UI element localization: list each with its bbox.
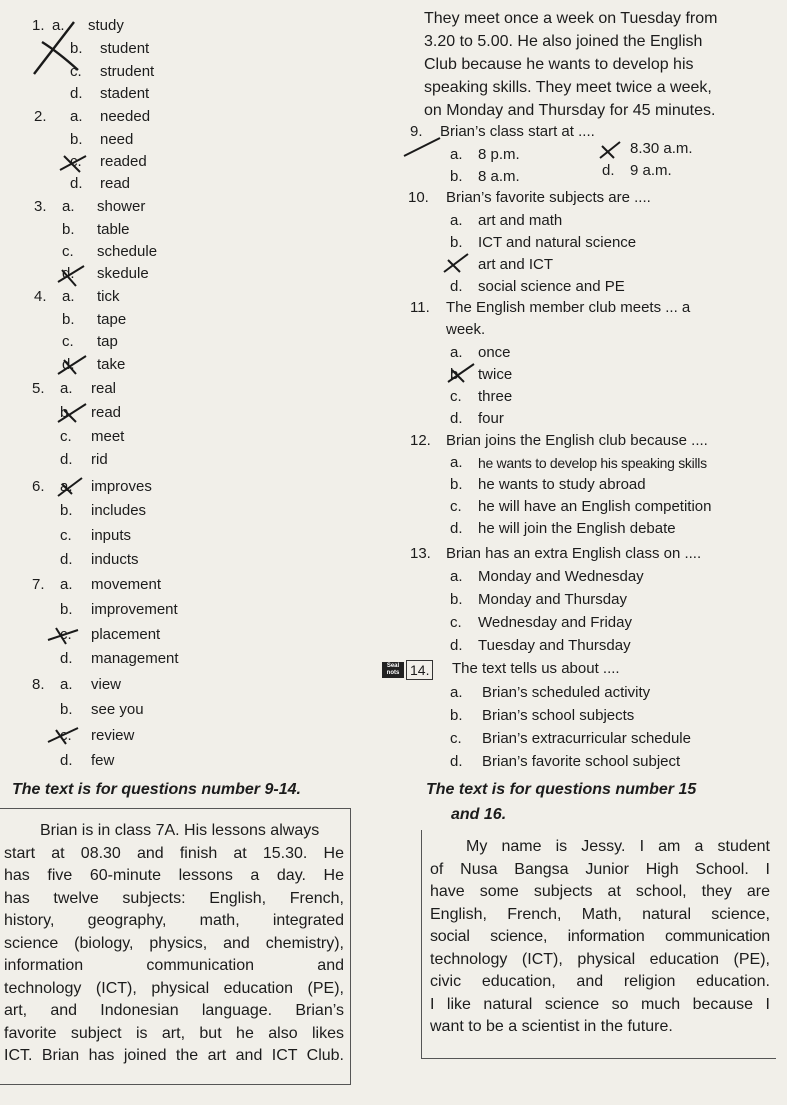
passage-line: has twelve subjects: English, French,	[4, 889, 344, 907]
option-text[interactable]: Wednesday and Friday	[478, 614, 632, 631]
option-letter: c.	[62, 333, 74, 350]
option-letter: d.	[60, 650, 73, 667]
option-letter: b.	[450, 168, 463, 185]
option-text[interactable]: inducts	[91, 551, 139, 568]
underline-stroke	[400, 134, 446, 160]
passage-line: science (biology, physics, and chemistry),	[4, 934, 344, 952]
paragraph-line: on Monday and Thursday for 45 minutes.	[424, 102, 716, 119]
question-text: Brian joins the English club because ....	[446, 432, 708, 449]
option-letter: c.	[450, 730, 462, 747]
option-letter: c.	[62, 243, 74, 260]
option-text[interactable]: he wants to develop his speaking skills	[478, 455, 707, 471]
passage-line: art, and Indonesian language. Brian’s	[4, 1002, 344, 1019]
option-text[interactable]: few	[91, 752, 115, 769]
option-letter: d.	[450, 753, 463, 770]
answer-cross-mark-7	[44, 622, 84, 648]
option-letter: a.	[60, 478, 73, 495]
option-text[interactable]: student	[100, 40, 150, 57]
option-letter: a.	[450, 212, 463, 229]
option-letter: a.	[450, 344, 463, 361]
option-letter: b.	[62, 221, 75, 238]
option-letter: a.	[450, 146, 463, 163]
section-heading-left: The text is for questions number 9-14.	[12, 781, 301, 798]
option-letter: d.	[60, 451, 73, 468]
option-letter: d.	[602, 162, 615, 179]
option-text[interactable]: Monday and Wednesday	[478, 568, 644, 585]
option-text[interactable]: read	[91, 404, 122, 421]
passage-line: have some subjects at school, they are	[430, 883, 770, 900]
option-text[interactable]: 8.30 a.m.	[630, 140, 693, 157]
question-number: 8.	[32, 676, 45, 693]
answer-cross-mark-5	[54, 400, 94, 426]
option-letter: c.	[450, 498, 462, 515]
question-number: 2.	[34, 108, 47, 125]
option-text[interactable]: he will join the English debate	[478, 520, 676, 537]
question-text: Brian has an extra English class on ....	[446, 545, 702, 562]
option-letter: b.	[60, 502, 73, 519]
question-number: 5.	[32, 380, 45, 397]
option-letter: a.	[62, 198, 75, 215]
option-text[interactable]: table	[97, 221, 130, 238]
option-letter: d.	[450, 278, 463, 295]
question-number: 13.	[410, 545, 431, 562]
passage-line: English, French, Math, natural science,	[430, 905, 770, 923]
option-letter: d.	[62, 356, 75, 373]
option-text[interactable]: view	[91, 676, 122, 693]
option-letter: d.	[70, 175, 83, 192]
option-text[interactable]: read	[100, 175, 131, 192]
section-heading-right-2: and 16.	[451, 806, 507, 823]
option-text[interactable]: management	[91, 650, 179, 667]
option-letter: d.	[62, 265, 75, 282]
section-heading-right: The text is for questions number 15	[426, 781, 697, 798]
answer-cross-mark-3	[54, 262, 94, 288]
option-letter: d.	[60, 752, 73, 769]
question-number: 6.	[32, 478, 45, 495]
option-text[interactable]: Brian’s scheduled activity	[482, 684, 651, 701]
option-text[interactable]: includes	[91, 502, 147, 519]
option-text[interactable]: four	[478, 410, 504, 427]
option-text[interactable]: rid	[91, 451, 108, 468]
option-text[interactable]: Brian’s school subjects	[482, 707, 635, 724]
reading-passage-right	[430, 836, 770, 1039]
option-letter: a.	[450, 684, 463, 701]
question-number: 11.	[410, 299, 430, 316]
option-text[interactable]: 8 a.m.	[478, 168, 520, 185]
box-border-bottom	[0, 1084, 351, 1085]
option-text[interactable]: schedule	[97, 243, 158, 260]
option-letter: c.	[450, 388, 462, 405]
question-number: 12.	[410, 432, 431, 449]
option-text[interactable]: ICT and natural science	[478, 234, 637, 251]
option-text[interactable]: he will have an English competition	[478, 498, 712, 515]
passage-line: social science, information communication	[430, 928, 770, 945]
option-text[interactable]: Brian’s favorite school subject	[482, 753, 681, 770]
passage-line: Brian is in class 7A. His lessons always	[40, 822, 320, 839]
passage-line: has five 60-minute lessons a day. He	[4, 867, 344, 884]
box-border-left	[421, 830, 422, 1058]
option-text[interactable]: placement	[91, 626, 161, 643]
passage-line: want to be a scientist in the future.	[430, 1018, 673, 1035]
box-border-top	[0, 808, 350, 809]
question-text: The text tells us about ....	[452, 660, 620, 677]
option-letter: a.	[60, 380, 73, 397]
option-text[interactable]: Brian’s extracurricular schedule	[482, 730, 691, 747]
option-letter: b.	[450, 591, 463, 608]
option-letter: b.	[60, 601, 73, 618]
option-text[interactable]: twice	[478, 366, 513, 383]
option-text[interactable]: improves	[91, 478, 152, 495]
option-text[interactable]: he wants to study abroad	[478, 476, 646, 493]
option-text[interactable]: strudent	[100, 63, 155, 80]
option-text[interactable]: social science and PE	[478, 278, 625, 295]
passage-line: start at 08.30 and finish at 15.30. He	[4, 844, 344, 862]
answer-cross-mark-11	[444, 362, 478, 386]
option-letter: b.	[60, 404, 73, 421]
option-text[interactable]: stadent	[100, 85, 150, 102]
option-letter: a.	[450, 568, 463, 585]
passage-line: favorite subject is art, but he also likes	[4, 1024, 344, 1042]
reading-passage-left	[4, 820, 344, 1068]
answer-cross-mark-8	[44, 722, 84, 748]
option-letter: a.	[52, 17, 65, 34]
option-text[interactable]: see you	[91, 701, 144, 718]
option-text[interactable]: tape	[97, 311, 127, 328]
answer-cross-mark-9	[596, 140, 628, 162]
option-text[interactable]: tick	[97, 288, 120, 305]
passage-line: civic education, and religion education.	[430, 973, 770, 990]
option-text[interactable]: Monday and Thursday	[478, 591, 627, 608]
option-letter: c.	[450, 614, 462, 631]
passage-line: technology (ICT), physical education (PE),	[430, 950, 770, 968]
option-letter: b.	[70, 40, 83, 57]
box-border-bottom-right	[421, 1058, 776, 1059]
option-text[interactable]: three	[478, 388, 513, 405]
passage-line: ICT. Brian has joined the art and ICT Club.	[4, 1047, 344, 1064]
option-text[interactable]: review	[91, 727, 135, 744]
question-text: Brian’s class start at ....	[440, 123, 595, 140]
option-text[interactable]: improvement	[91, 601, 178, 618]
option-letter: b.	[450, 476, 463, 493]
option-text[interactable]: shower	[97, 198, 146, 215]
answer-cross-mark-1	[28, 18, 88, 78]
option-letter: a.	[60, 576, 73, 593]
box-border-right	[350, 808, 351, 1084]
option-text[interactable]: tap	[97, 333, 118, 350]
option-text[interactable]: movement	[91, 576, 162, 593]
option-letter: a.	[450, 454, 463, 471]
passage-line: I like natural science so much because I	[430, 995, 770, 1013]
option-letter: c.	[60, 428, 72, 445]
answer-cross-mark-4	[54, 352, 94, 378]
question-text: Brian’s favorite subjects are ....	[446, 189, 651, 206]
option-text[interactable]: inputs	[91, 527, 132, 544]
option-text[interactable]: meet	[91, 428, 125, 445]
paragraph-line: Club because he wants to develop his	[424, 56, 694, 73]
option-letter: b.	[60, 701, 73, 718]
option-letter: c.	[70, 63, 82, 80]
option-letter: d.	[60, 551, 73, 568]
option-letter: b.	[450, 366, 463, 383]
passage-line: technology (ICT), physical education (PE),	[4, 979, 344, 997]
seal-stamp: Seal nots	[382, 662, 404, 678]
option-text[interactable]: 8 p.m.	[478, 146, 520, 163]
answer-cross-mark-2	[56, 150, 96, 176]
option-text[interactable]: art and ICT	[478, 256, 554, 273]
paragraph-line: 3.20 to 5.00. He also joined the English	[424, 33, 703, 50]
question-number: 1.	[32, 17, 45, 34]
passage-line: My name is Jessy. I am a student	[466, 838, 770, 855]
option-letter: c.	[70, 153, 82, 170]
question-text: week.	[446, 321, 486, 338]
option-letter: c.	[60, 626, 72, 643]
option-text[interactable]: take	[97, 356, 126, 373]
passage-line: information communication and	[4, 957, 344, 974]
question-number: 10.	[408, 189, 429, 206]
question-number: 7.	[32, 576, 45, 593]
option-letter: b.	[450, 707, 463, 724]
option-text[interactable]: Tuesday and Thursday	[478, 637, 631, 654]
option-letter: a.	[60, 676, 73, 693]
option-letter: c.	[60, 527, 72, 544]
option-letter: d.	[450, 410, 463, 427]
option-letter: c.	[60, 727, 72, 744]
question-text: The English member club meets ... a	[446, 299, 691, 316]
answer-cross-mark-6	[52, 474, 92, 500]
option-text[interactable]: skedule	[97, 265, 149, 282]
option-letter: d.	[450, 637, 463, 654]
option-text[interactable]: readed	[100, 153, 147, 170]
option-text[interactable]: art and math	[478, 212, 563, 229]
passage-line: of Nusa Bangsa Junior High School. I	[430, 860, 770, 878]
option-letter: a.	[70, 108, 83, 125]
option-text[interactable]: 9 a.m.	[630, 162, 672, 179]
option-text[interactable]: once	[478, 344, 511, 361]
answer-cross-mark-10	[440, 252, 474, 276]
option-text[interactable]: needed	[100, 108, 151, 125]
paragraph-line: speaking skills. They meet twice a week,	[424, 79, 712, 96]
option-letter: b.	[70, 131, 83, 148]
paragraph-line: They meet once a week on Tuesday from	[424, 10, 718, 27]
option-letter: b.	[62, 311, 75, 328]
question-number: 4.	[34, 288, 47, 305]
question-number: 14.	[406, 660, 433, 680]
question-number: 9.	[410, 123, 423, 140]
option-letter: d.	[70, 85, 83, 102]
question-number: 3.	[34, 198, 47, 215]
option-letter: b.	[450, 234, 463, 251]
option-letter: d.	[450, 520, 463, 537]
option-text[interactable]: real	[91, 380, 117, 397]
option-text[interactable]: study	[88, 17, 124, 34]
option-text[interactable]: need	[100, 131, 134, 148]
option-letter: a.	[62, 288, 75, 305]
passage-line: history, geography, math, integrated	[4, 912, 344, 929]
